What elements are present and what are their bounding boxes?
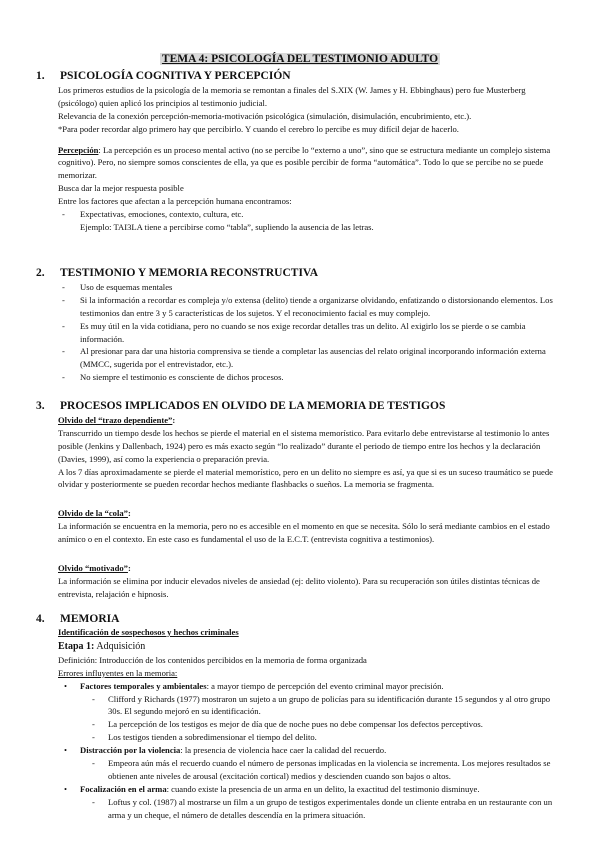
paragraph: La información se elimina por inducir elevados niveles de ansiedad (ej: delito violento). Para su recuperación son útiles distintas técnicas de entrevista, relajación e hipnosis. [58,575,540,599]
paragraph: Los primeros estudios de la psicología de la memoria se remontan a finales del S.XIX (W. James y H. Ebbinghaus) pero fue Musterberg (psicólogo) quien aplicó los principios al testimonio judicial. [58,85,526,108]
errores-heading: Errores influyentes en la memoria: [58,667,178,678]
paragraph: Transcurrido un tiempo desde los hechos se pierde el material en el sistema memorístico. Para evitarlo debe entrevistarse al testimonio lo antes posible (Jenkins y Dallenbach, 1924) pero es más exacto según “lo realizado” durante el periodo de tiempo entre los hechos y la declaración (Davies, 1999), así como la experiencia o preparación previa. [58,427,550,464]
paragraph: Definición: Introducción de los contenidos percibidos en la memoria de forma organizada [58,654,367,665]
etapa-heading: Etapa 1: Adquisición [58,640,146,652]
factor-item: • Distracción por la violencia: la presencia de violencia hace caer la calidad del recuerdo. [58,744,558,757]
list-item: - No siempre el testimonio es consciente de dichos procesos. [58,371,558,384]
paragraph: Busca dar la mejor respuesta posible [58,183,184,194]
paragraph: Relevancia de la conexión percepción-memoria-motivación psicológica (simulación, disimulación, encubrimiento, etc.). [58,110,472,121]
percepcion-label: Percepción [58,144,99,155]
paragraph: La información se encuentra en la memoria, pero no es accesible en el momento en que se necesita. Sólo lo será mediante cambios en el estado anímico o en el contexto. En este caso es fundamental el uso de la E.C.T. (entrevista cognitiva a testimonios). [58,521,550,545]
section-2-body [58,281,558,384]
paragraph: Entre los factores que afectan a la percepción humana encontramos: [58,196,292,207]
cola-heading: Olvido de la “cola”: [58,508,131,519]
list-item: - Expectativas, emociones, contexto, cultura, etc. [58,208,558,221]
section-4-body [58,626,558,821]
section-3-body [58,414,558,601]
sub-item: - La percepción de los testigos es mejor de día que de noche pues no debe compensar los defectos perceptivos. [58,718,558,731]
list-item: - Es muy útil en la vida cotidiana, pero no cuando se nos exige recordar detalles tras un delito. Al exigirlo los se pierde o se cambia información. [58,320,558,346]
section-4-heading: 4. MEMORIA [36,613,120,625]
sub-heading: Identificación de sospechosos y hechos criminales [58,627,239,637]
list-item: - Uso de esquemas mentales [58,281,558,294]
factor-item: • Factores temporales y ambientales: a mayor tiempo de percepción del evento criminal mayor precisión. [58,680,558,693]
list-item: - Si la información a recordar es compleja y/o extensa (delito) tiende a organizarse olvidando, enfatizando o distorsionando elementos. Los testimonios dan entre 3 y 5 características de los sujetos. Y el reconocimiento facial es muy complejo. [58,294,558,320]
paragraph: A los 7 días aproximadamente se pierde el material memorístico, pero en un delito no siempre es así, ya que si es un suceso traumático se puede olvidar y posteriormente se pueden recordar hechos mediante flashbacks o sueños. La memoria se fragmenta. [58,466,553,490]
list-item: - Al presionar para dar una historia comprensiva se tiende a completar las ausencias del relato original incorporando información externa (MMCC, sugerida por el entrevistador, etc.). [58,345,558,371]
example-text: Ejemplo: TAI3LA tiene a percibirse como “tabla”, supliendo la ausencia de las letras. [80,221,374,232]
section-3-heading: 3. PROCESOS IMPLICADOS EN OLVIDO DE LA MEMORIA DE TESTIGOS [36,400,446,412]
section-1-heading: 1. PSICOLOGÍA COGNITIVA Y PERCEPCIÓN [36,70,291,82]
sub-item: - Clifford y Richards (1977) mostraron un sujeto a un grupo de policías para su identificación durante 15 segundos y al otro grupo 30s. El segundo mejoró en su identificación. [58,693,558,719]
factor-item: • Focalización en el arma: cuando existe la presencia de un arma en un delito, la exactitud del testimonio disminuye. [58,783,558,796]
paragraph: *Para poder recordar algo primero hay que percibirlo. Y cuando el cerebro lo percibe es muy difícil dejar de hacerlo. [58,123,459,134]
sub-item: - Empeora aún más el recuerdo cuando el número de personas implicadas en la violencia se incrementa. Los mejores resultados se obtienen ante niveles de arousal (excitación cortical) medios y descienden cuando son bajos o altos. [58,757,558,783]
traza-heading: Olvido del “trazo dependiente”: [58,415,176,425]
section-1-body [58,84,558,234]
sub-item: - Los testigos tienden a sobredimensionar el tiempo del delito. [58,731,558,744]
percepcion-paragraph: Percepción: La percepción es un proceso mental activo (no se percibe lo “externo a uno”, sino que se estructura mediante un complejo sistema cognitivo). Pero, no siempre somos conscientes de ella, ya que es posible percibir de forma “automática”. Todo lo que se percibe no se puede memorizar. [58,144,551,181]
section-2-heading: 2. TESTIMONIO Y MEMORIA RECONSTRUCTIVA [36,267,319,279]
sub-item: - Loftus y col. (1987) al mostrarse un film a un grupo de testigos experimentales donde un cliente entraba en un restaurante con un arma y un cheque, el número de detalles descendía en la primera situación. [58,796,558,822]
motivado-heading: Olvido “motivado”: [58,563,131,574]
page-title: TEMA 4: PSICOLOGÍA DEL TESTIMONIO ADULTO [161,53,439,65]
